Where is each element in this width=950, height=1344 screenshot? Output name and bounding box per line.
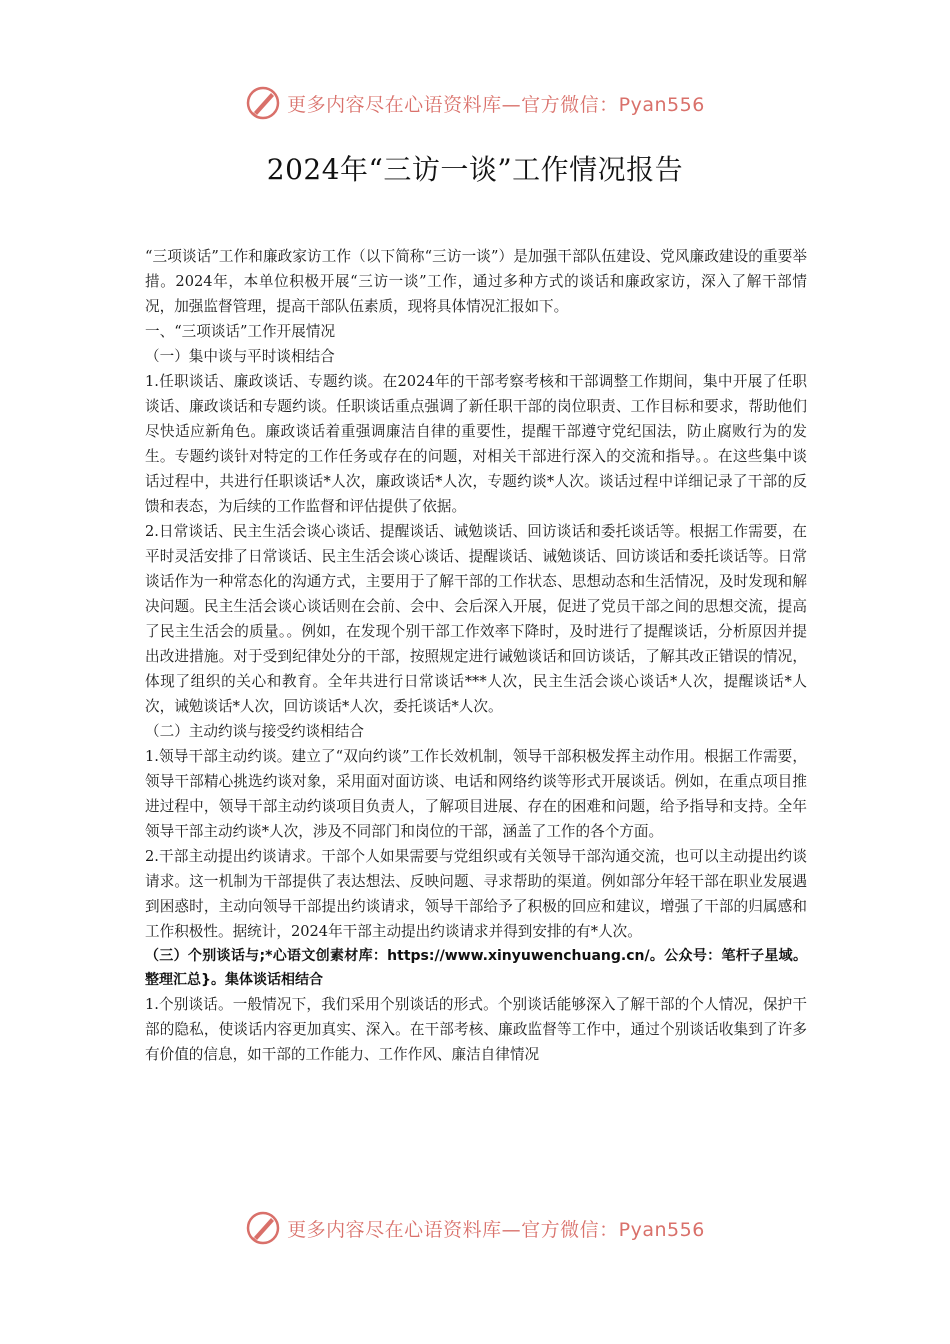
body-paragraph: 2.日常谈话、民主生活会谈心谈话、提醒谈话、诫勉谈话、回访谈话和委托谈话等。根据工作需要，在平时灵活安排了日常谈话、民主生活会谈心谈话、提醒谈话、诫勉谈话、回访谈话和委托谈话等。日常谈话作为一种常态化的沟通方式，主要用于了解干部的工作状态、思想动态和生活情况，及时发现和解决问题。民主生活会谈心谈话则在会前、会中、会后深入开展，促进了党员干部之间的思想交流，提高了民主生活会的质量。。例如，在发现个别干部工作效率下降时，及时进行了提醒谈话，分析原因并提出改进措施。对于受到纪律处分的干部，按照规定进行诫勉谈话和回访谈话，了解其改正错误的情况，体现了组织的关心和教育。全年共进行日常谈话***人次，民主生活会谈心谈话*人次，提醒谈话*人次，诫勉谈话*人次，回访谈话*人次，委托谈话*人次。 bbox=[145, 523, 807, 715]
subsection-heading-bold: （三）个别谈话与;*心语文创素材库：https://www.xinyuwenchuang.cn/。公众号：笔杆子星域。整理汇总}。集体谈话相结合 bbox=[145, 948, 807, 988]
subsection-heading: （二）主动约谈与接受约谈相结合 bbox=[145, 723, 364, 740]
body-paragraph: 1.任职谈话、廉政谈话、专题约谈。在2024年的干部考察考核和干部调整工作期间，集中开展了任职谈话、廉政谈话和专题约谈。任职谈话重点强调了新任职干部的岗位职责、工作目标和要求，帮助他们尽快适应新角色。廉政谈话着重强调廉洁自律的重要性，提醒干部遵守党纪国法，防止腐败行为的发生。专题约谈针对特定的工作任务或存在的问题，对相关干部进行深入的交流和指导。。在这些集中谈话过程中，共进行任职谈话*人次，廉政谈话*人次，专题约谈*人次。谈话过程中详细记录了干部的反馈和表态，为后续的工作监督和评估提供了依据。 bbox=[145, 373, 807, 515]
pen-logo-icon bbox=[245, 85, 281, 121]
intro-paragraph: “三项谈话”工作和廉政家访工作（以下简称“三访一谈”）是加强干部队伍建设、党风廉政建设的重要举措。2024年，本单位积极开展“三访一谈”工作，通过多种方式的谈话和廉政家访，深入了解干部情况，加强监督管理，提高干部队伍素质，现将具体情况汇报如下。 bbox=[145, 248, 807, 315]
document-title: 2024年“三访一谈”工作情况报告 bbox=[266, 153, 684, 186]
banner-text: 更多内容尽在心语资料库—官方微信：Pyan556 bbox=[287, 1218, 705, 1241]
document-body bbox=[145, 244, 807, 1067]
subsection-heading: （一）集中谈与平时谈相结合 bbox=[145, 348, 335, 365]
banner-text: 更多内容尽在心语资料库—官方微信：Pyan556 bbox=[287, 93, 705, 116]
body-paragraph: 1.个别谈话。一般情况下，我们采用个别谈话的形式。个别谈话能够深入了解干部的个人情况，保护干部的隐私，使谈话内容更加真实、深入。在干部考核、廉政监督等工作中，通过个别谈话收集到了许多有价值的信息，如干部的工作能力、工作作风、廉洁自律情况 bbox=[145, 996, 807, 1063]
footer-banner bbox=[0, 1208, 950, 1248]
section-heading: 一、“三项谈话”工作开展情况 bbox=[145, 323, 336, 340]
pen-logo-icon bbox=[245, 1210, 281, 1246]
body-paragraph: 2.干部主动提出约谈请求。干部个人如果需要与党组织或有关领导干部沟通交流，也可以主动提出约谈请求。这一机制为干部提供了表达想法、反映问题、寻求帮助的渠道。例如部分年轻干部在职业发展遇到困惑时，主动向领导干部提出约谈请求，领导干部给予了积极的回应和建议，增强了干部的归属感和工作积极性。据统计，2024年干部主动提出约谈请求并得到安排的有*人次。 bbox=[145, 848, 807, 940]
header-banner bbox=[0, 83, 950, 123]
body-paragraph: 1.领导干部主动约谈。建立了“双向约谈”工作长效机制，领导干部积极发挥主动作用。根据工作需要，领导干部精心挑选约谈对象，采用面对面访谈、电话和网络约谈等形式开展谈话。例如，在重点项目推进过程中，领导干部主动约谈项目负责人，了解项目进展、存在的困难和问题，给予指导和支持。全年领导干部主动约谈*人次，涉及不同部门和岗位的干部，涵盖了工作的各个方面。 bbox=[145, 748, 807, 840]
